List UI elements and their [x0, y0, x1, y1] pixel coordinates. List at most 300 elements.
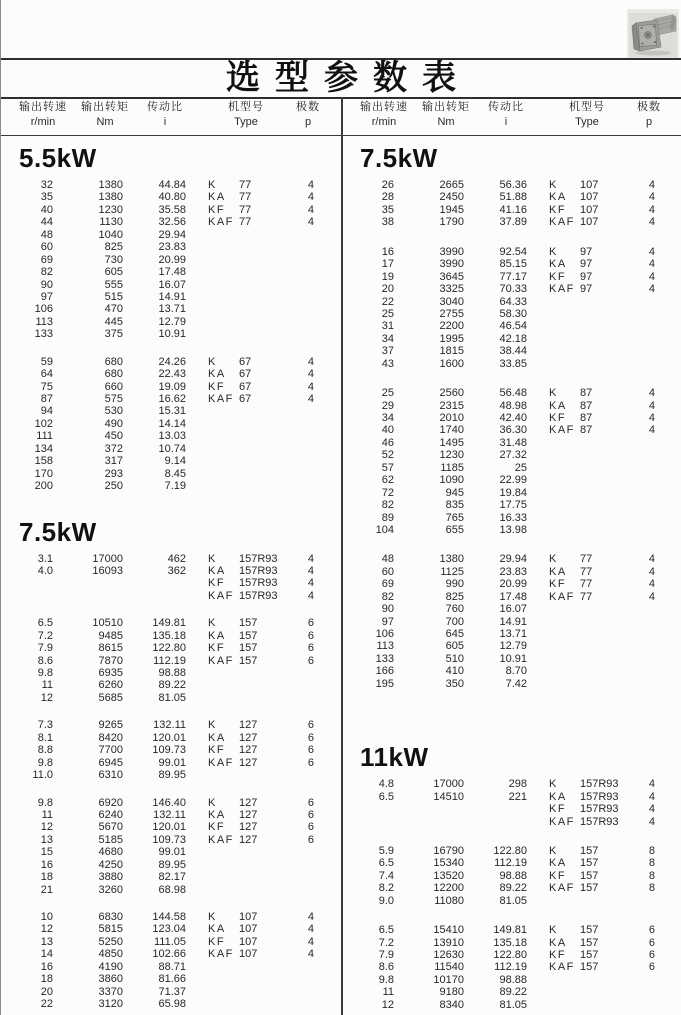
- cell-poles: 4: [648, 258, 655, 271]
- cell-speed: 69: [381, 578, 394, 591]
- cell-speed: 57: [381, 461, 394, 474]
- cell-poles: [301, 986, 341, 998]
- cell-torque: 825: [445, 590, 464, 603]
- cell-speed: 111: [36, 430, 53, 443]
- rating-block: [342, 553, 681, 690]
- cell-type-size: 107: [580, 216, 599, 229]
- cell-ratio: 98.88: [499, 869, 527, 882]
- cell-poles: [301, 229, 341, 241]
- cell-torque: 14510: [433, 790, 464, 803]
- cell-type-size: [239, 973, 301, 985]
- cell-torque: 730: [104, 253, 123, 266]
- cell-ratio: 35.58: [158, 203, 186, 216]
- cell-ratio: 10.91: [158, 328, 186, 341]
- cell-type-prefix: K: [208, 552, 217, 565]
- cell-ratio: 68.98: [158, 883, 186, 896]
- cell-type-prefix: [186, 455, 239, 467]
- cell-type-size: [239, 859, 301, 871]
- cell-type-prefix: [186, 266, 239, 278]
- table-row: [342, 412, 681, 424]
- cell-ratio: 81.05: [499, 894, 527, 907]
- table-row: [342, 474, 681, 486]
- cell-type-prefix: KF: [549, 270, 567, 283]
- cell-torque: [53, 577, 123, 589]
- cell-ratio: [464, 816, 527, 828]
- cell-poles: 4: [648, 553, 655, 566]
- cell-torque: 765: [445, 511, 464, 524]
- cell-torque: 3645: [439, 270, 464, 283]
- section-7.5kw: [342, 145, 681, 690]
- cell-speed: 8.2: [378, 882, 394, 895]
- cell-type-size: 107: [580, 179, 599, 191]
- cell-torque: 3040: [439, 295, 464, 308]
- header-unit: i: [504, 116, 508, 128]
- cell-poles: [301, 328, 341, 340]
- cell-poles: [301, 241, 341, 253]
- cell-poles: [642, 974, 681, 986]
- cell-type-size: [580, 308, 642, 320]
- cell-torque: 8615: [98, 642, 123, 655]
- cell-poles: [301, 998, 341, 1010]
- cell-speed: 82: [40, 266, 53, 279]
- cell-type-prefix: [527, 296, 580, 308]
- cell-type-prefix: KF: [549, 578, 567, 591]
- cell-speed: 166: [375, 665, 394, 678]
- cell-poles: 4: [307, 393, 314, 405]
- cell-type-size: [239, 254, 301, 266]
- header-label: 输出转速: [19, 101, 67, 113]
- cell-type-prefix: K: [208, 911, 217, 923]
- cell-type-prefix: [527, 512, 580, 524]
- table-row: [1, 480, 341, 492]
- cell-torque: 2010: [439, 412, 464, 424]
- cell-poles: [301, 443, 341, 455]
- cell-type-prefix: KF: [549, 869, 567, 882]
- table-row: [1, 719, 341, 731]
- cell-ratio: 56.48: [499, 387, 527, 400]
- cell-speed: 7.4: [378, 869, 394, 882]
- cell-torque: 10170: [433, 973, 464, 986]
- cell-type-size: 157: [580, 936, 599, 949]
- table-row: [342, 616, 681, 628]
- cell-type-prefix: [527, 308, 580, 320]
- cell-type-size: 67: [239, 368, 252, 381]
- table-row: [342, 400, 681, 412]
- cell-speed: 38: [381, 216, 394, 229]
- table-row: [1, 884, 341, 896]
- table-row: [1, 986, 341, 998]
- table-row: [1, 834, 341, 846]
- cell-type-prefix: KA: [208, 731, 226, 744]
- cell-ratio: 19.09: [158, 380, 186, 393]
- cell-type-size: [239, 266, 301, 278]
- table-row: [342, 345, 681, 357]
- cell-type-prefix: KAF: [549, 283, 575, 296]
- cell-poles: [301, 961, 341, 973]
- table-row: [1, 191, 341, 203]
- cell-torque: 375: [104, 328, 123, 341]
- header-col-i: [137, 101, 193, 129]
- cell-ratio: 135.18: [493, 936, 527, 949]
- cell-torque: 555: [104, 278, 123, 291]
- cell-speed: 5.9: [378, 844, 394, 857]
- cell-torque: 5250: [98, 935, 123, 948]
- section-heading: 7.5kW: [19, 516, 97, 547]
- table-row: [342, 296, 681, 308]
- cell-type-prefix: [186, 859, 239, 871]
- table-row: [1, 468, 341, 480]
- table-row: [342, 499, 681, 511]
- cell-type-prefix: KF: [549, 949, 567, 961]
- cell-torque: 1495: [439, 436, 464, 449]
- cell-ratio: 23.83: [499, 565, 527, 578]
- table-row: [342, 387, 681, 399]
- cell-poles: [642, 895, 681, 907]
- table-row: [342, 437, 681, 449]
- cell-ratio: 81.05: [499, 998, 527, 1011]
- cell-poles: [301, 769, 341, 781]
- table-row: [342, 578, 681, 590]
- table-row: [342, 791, 681, 803]
- cell-type-prefix: [186, 480, 239, 492]
- cell-ratio: 44.84: [158, 179, 186, 191]
- cell-type-size: 127: [239, 833, 258, 846]
- cell-ratio: 17.48: [499, 590, 527, 603]
- cell-type-prefix: KAF: [549, 882, 575, 895]
- cell-type-size: [580, 616, 642, 628]
- cell-ratio: 10.74: [158, 442, 186, 455]
- cell-type-prefix: KAF: [549, 961, 575, 974]
- cell-speed: 8.6: [37, 654, 53, 667]
- cell-speed: 35: [40, 191, 53, 204]
- cell-torque: 1185: [440, 461, 464, 474]
- cell-ratio: 99.01: [158, 846, 186, 859]
- cell-type-prefix: [186, 443, 239, 455]
- cell-type-prefix: KA: [549, 565, 567, 578]
- cell-type-size: 127: [239, 796, 258, 809]
- cell-torque: 9265: [98, 719, 123, 732]
- cell-poles: 6: [307, 833, 314, 846]
- cell-torque: 16790: [433, 844, 464, 857]
- table-row: [342, 949, 681, 961]
- cell-torque: 350: [445, 677, 464, 690]
- table-row: [342, 308, 681, 320]
- header-unit: Nm: [437, 116, 455, 128]
- table-row: [1, 998, 341, 1010]
- cell-poles: 4: [648, 216, 655, 229]
- table-row: [1, 667, 341, 679]
- cell-type-size: [239, 871, 301, 883]
- cell-poles: 4: [307, 577, 314, 590]
- cell-torque: 3370: [98, 985, 123, 998]
- cell-ratio: 77.17: [499, 270, 527, 283]
- cell-speed: 12: [40, 923, 53, 936]
- cell-type-size: 77: [239, 179, 252, 191]
- cell-type-size: 67: [239, 393, 252, 405]
- table-row: [342, 845, 681, 857]
- cell-torque: 700: [445, 615, 464, 628]
- cell-ratio: 132.11: [153, 719, 186, 732]
- cell-type-prefix: KAF: [208, 948, 234, 961]
- cell-type-prefix: [186, 679, 239, 691]
- header-unit: Type: [575, 116, 599, 128]
- table-column-right: [342, 137, 681, 1015]
- cell-ratio: 362: [167, 564, 186, 577]
- cell-ratio: 58.30: [499, 307, 527, 320]
- table-row: [1, 757, 341, 769]
- cell-speed: 18: [40, 871, 53, 884]
- cell-type-prefix: KAF: [208, 654, 234, 667]
- cell-ratio: 22.99: [499, 474, 527, 487]
- cell-type-prefix: KAF: [208, 756, 234, 769]
- cell-type-prefix: [186, 986, 239, 998]
- header-label: 输出转矩: [422, 101, 470, 113]
- header-col-type: [547, 101, 627, 129]
- table-row: [342, 628, 681, 640]
- cell-poles: 4: [307, 552, 314, 565]
- cell-ratio: 64.33: [499, 295, 527, 308]
- cell-type-prefix: KAF: [208, 393, 234, 405]
- cell-type-size: [580, 895, 642, 907]
- table-row: [1, 229, 341, 241]
- cell-torque: 825: [104, 241, 123, 254]
- cell-type-prefix: [186, 405, 239, 417]
- cell-speed: 90: [40, 278, 53, 291]
- cell-type-size: 87: [580, 424, 593, 437]
- cell-poles: 4: [307, 380, 314, 393]
- cell-ratio: [123, 590, 186, 602]
- cell-speed: 22: [40, 998, 53, 1011]
- table-row: [1, 923, 341, 935]
- cell-poles: [301, 455, 341, 467]
- header-col-r-min: [5, 101, 81, 129]
- cell-torque: [394, 803, 464, 815]
- cell-type-prefix: KF: [208, 821, 226, 834]
- cell-type-prefix: KA: [549, 191, 567, 204]
- cell-ratio: 14.91: [499, 615, 527, 628]
- cell-torque: 3325: [439, 283, 464, 296]
- cell-type-size: 157R93: [580, 803, 619, 816]
- cell-torque: 2450: [439, 191, 464, 204]
- cell-torque: 9485: [98, 629, 123, 642]
- table-row: [1, 846, 341, 858]
- cell-type-size: 77: [580, 590, 593, 603]
- cell-torque: 680: [104, 368, 123, 381]
- cell-type-size: [239, 986, 301, 998]
- cell-poles: [642, 345, 681, 357]
- cell-type-prefix: [186, 229, 239, 241]
- cell-ratio: [123, 577, 186, 589]
- cell-speed: 94: [40, 405, 53, 418]
- table-row: [342, 882, 681, 894]
- cell-speed: 20: [40, 985, 53, 998]
- rating-block: [1, 617, 341, 704]
- cell-poles: 4: [648, 815, 655, 828]
- cell-speed: 7.2: [378, 936, 394, 949]
- cell-speed: 4.0: [37, 564, 53, 577]
- cell-type-size: 157R93: [580, 778, 619, 791]
- cell-torque: 17000: [433, 778, 464, 791]
- cell-type-prefix: KA: [208, 629, 226, 642]
- table-row: [342, 487, 681, 499]
- cell-speed: 25: [381, 387, 394, 400]
- cell-ratio: 41.16: [499, 203, 527, 216]
- rating-block: [1, 797, 341, 897]
- cell-type-prefix: [186, 692, 239, 704]
- cell-type-size: 157: [580, 882, 599, 895]
- cell-type-size: 77: [580, 578, 593, 591]
- cell-speed: 7.9: [37, 642, 53, 655]
- cell-torque: 3120: [98, 998, 123, 1011]
- cell-torque: 760: [445, 603, 464, 616]
- table-row: [342, 462, 681, 474]
- table-row: [1, 859, 341, 871]
- cell-torque: 1230: [98, 203, 123, 216]
- cell-torque: 9180: [439, 986, 464, 999]
- cell-type-size: [580, 524, 642, 536]
- table-row: [1, 291, 341, 303]
- cell-speed: 3.1: [37, 552, 53, 565]
- table-row: [1, 732, 341, 744]
- cell-type-size: [239, 405, 301, 417]
- cell-type-prefix: [186, 884, 239, 896]
- table-row: [342, 640, 681, 652]
- table-row: [1, 405, 341, 417]
- cell-poles: [301, 291, 341, 303]
- cell-speed: 48: [40, 228, 53, 241]
- cell-type-prefix: [186, 871, 239, 883]
- cell-ratio: 51.88: [499, 191, 527, 204]
- cell-poles: 8: [648, 882, 655, 895]
- cell-speed: 7.9: [378, 949, 394, 961]
- section-heading: 11kW: [360, 742, 429, 773]
- cell-ratio: 13.98: [499, 523, 527, 536]
- cell-ratio: 82.17: [158, 871, 186, 884]
- cell-type-size: [580, 345, 642, 357]
- cell-poles: 4: [648, 803, 655, 816]
- cell-speed: 6.5: [378, 790, 394, 803]
- cell-type-size: 157: [580, 844, 599, 857]
- cell-type-prefix: [186, 667, 239, 679]
- cell-poles: 4: [648, 191, 655, 204]
- table-row: [1, 368, 341, 380]
- table-row: [1, 418, 341, 430]
- cell-poles: 4: [307, 564, 314, 577]
- cell-poles: [642, 320, 681, 332]
- cell-type-size: [580, 974, 642, 986]
- cell-type-size: 127: [239, 756, 258, 769]
- header-unit: p: [304, 116, 312, 128]
- cell-type-size: 157: [580, 869, 599, 882]
- cell-type-size: [239, 229, 301, 241]
- cell-type-size: 157R93: [580, 815, 619, 828]
- cell-speed: 16: [40, 858, 53, 871]
- cell-type-size: [239, 468, 301, 480]
- header-col-p: [283, 101, 333, 129]
- cell-type-size: 127: [239, 821, 258, 834]
- table-row: [342, 566, 681, 578]
- table-row: [342, 449, 681, 461]
- cell-speed: 75: [40, 380, 53, 393]
- cell-poles: 4: [648, 578, 655, 591]
- cell-type-prefix: KAF: [549, 216, 575, 229]
- cell-ratio: 109.73: [152, 744, 186, 757]
- cell-poles: [642, 640, 681, 652]
- cell-ratio: 99.01: [158, 756, 186, 769]
- cell-ratio: 24.26: [158, 355, 186, 368]
- table-row: [342, 283, 681, 295]
- cell-poles: [642, 665, 681, 677]
- header-label: 机型号: [569, 101, 605, 113]
- cell-speed: 87: [40, 393, 53, 405]
- cell-torque: 6935: [98, 667, 123, 679]
- cell-type-prefix: [527, 462, 580, 474]
- rating-block: [342, 778, 681, 828]
- cell-ratio: 16.33: [499, 511, 527, 524]
- cell-torque: 1125: [440, 565, 464, 578]
- cell-torque: 490: [104, 417, 123, 430]
- section-11kw: [342, 744, 681, 1011]
- cell-type-size: [580, 474, 642, 486]
- cell-ratio: 89.95: [158, 769, 186, 782]
- table-row: [1, 241, 341, 253]
- cell-speed: 90: [381, 603, 394, 616]
- cell-torque: 13910: [433, 936, 464, 949]
- cell-speed: 82: [381, 499, 394, 512]
- cell-speed: 13: [40, 935, 53, 948]
- cell-speed: 64: [40, 368, 53, 381]
- cell-torque: 410: [445, 665, 464, 678]
- cell-poles: 6: [307, 617, 314, 630]
- cell-type-size: 157: [580, 961, 599, 974]
- cell-type-prefix: [527, 603, 580, 615]
- table-row: [342, 961, 681, 973]
- cell-torque: 6945: [98, 756, 123, 769]
- cell-torque: 4680: [98, 846, 123, 859]
- table-row: [1, 430, 341, 442]
- cell-type-size: [580, 358, 642, 370]
- cell-ratio: 16.62: [158, 393, 186, 405]
- cell-type-prefix: KAF: [549, 590, 575, 603]
- cell-type-prefix: KF: [208, 577, 226, 590]
- cell-speed: 11.0: [32, 769, 53, 782]
- cell-type-size: [239, 316, 301, 328]
- cell-type-size: 87: [580, 412, 593, 424]
- cell-type-size: 107: [580, 203, 599, 216]
- cell-ratio: 149.81: [493, 924, 527, 937]
- header-unit: i: [163, 116, 167, 128]
- cell-ratio: 98.88: [158, 667, 186, 679]
- cell-poles: [642, 296, 681, 308]
- cell-speed: 25: [381, 307, 394, 320]
- cell-type-size: 157: [239, 629, 258, 642]
- cell-speed: 29: [381, 399, 394, 412]
- cell-ratio: 12.79: [499, 640, 527, 653]
- cell-type-size: [580, 999, 642, 1011]
- cell-poles: [301, 846, 341, 858]
- cell-speed: 62: [381, 474, 394, 487]
- cell-speed: 113: [35, 315, 53, 328]
- cell-poles: 6: [648, 949, 655, 961]
- table-row: [1, 455, 341, 467]
- table-row: [342, 191, 681, 203]
- cell-type-prefix: KF: [208, 380, 226, 393]
- cell-poles: 6: [648, 961, 655, 974]
- cell-type-size: 77: [239, 216, 252, 229]
- cell-type-size: [580, 462, 642, 474]
- cell-poles: [301, 871, 341, 883]
- cell-type-prefix: KA: [208, 808, 226, 821]
